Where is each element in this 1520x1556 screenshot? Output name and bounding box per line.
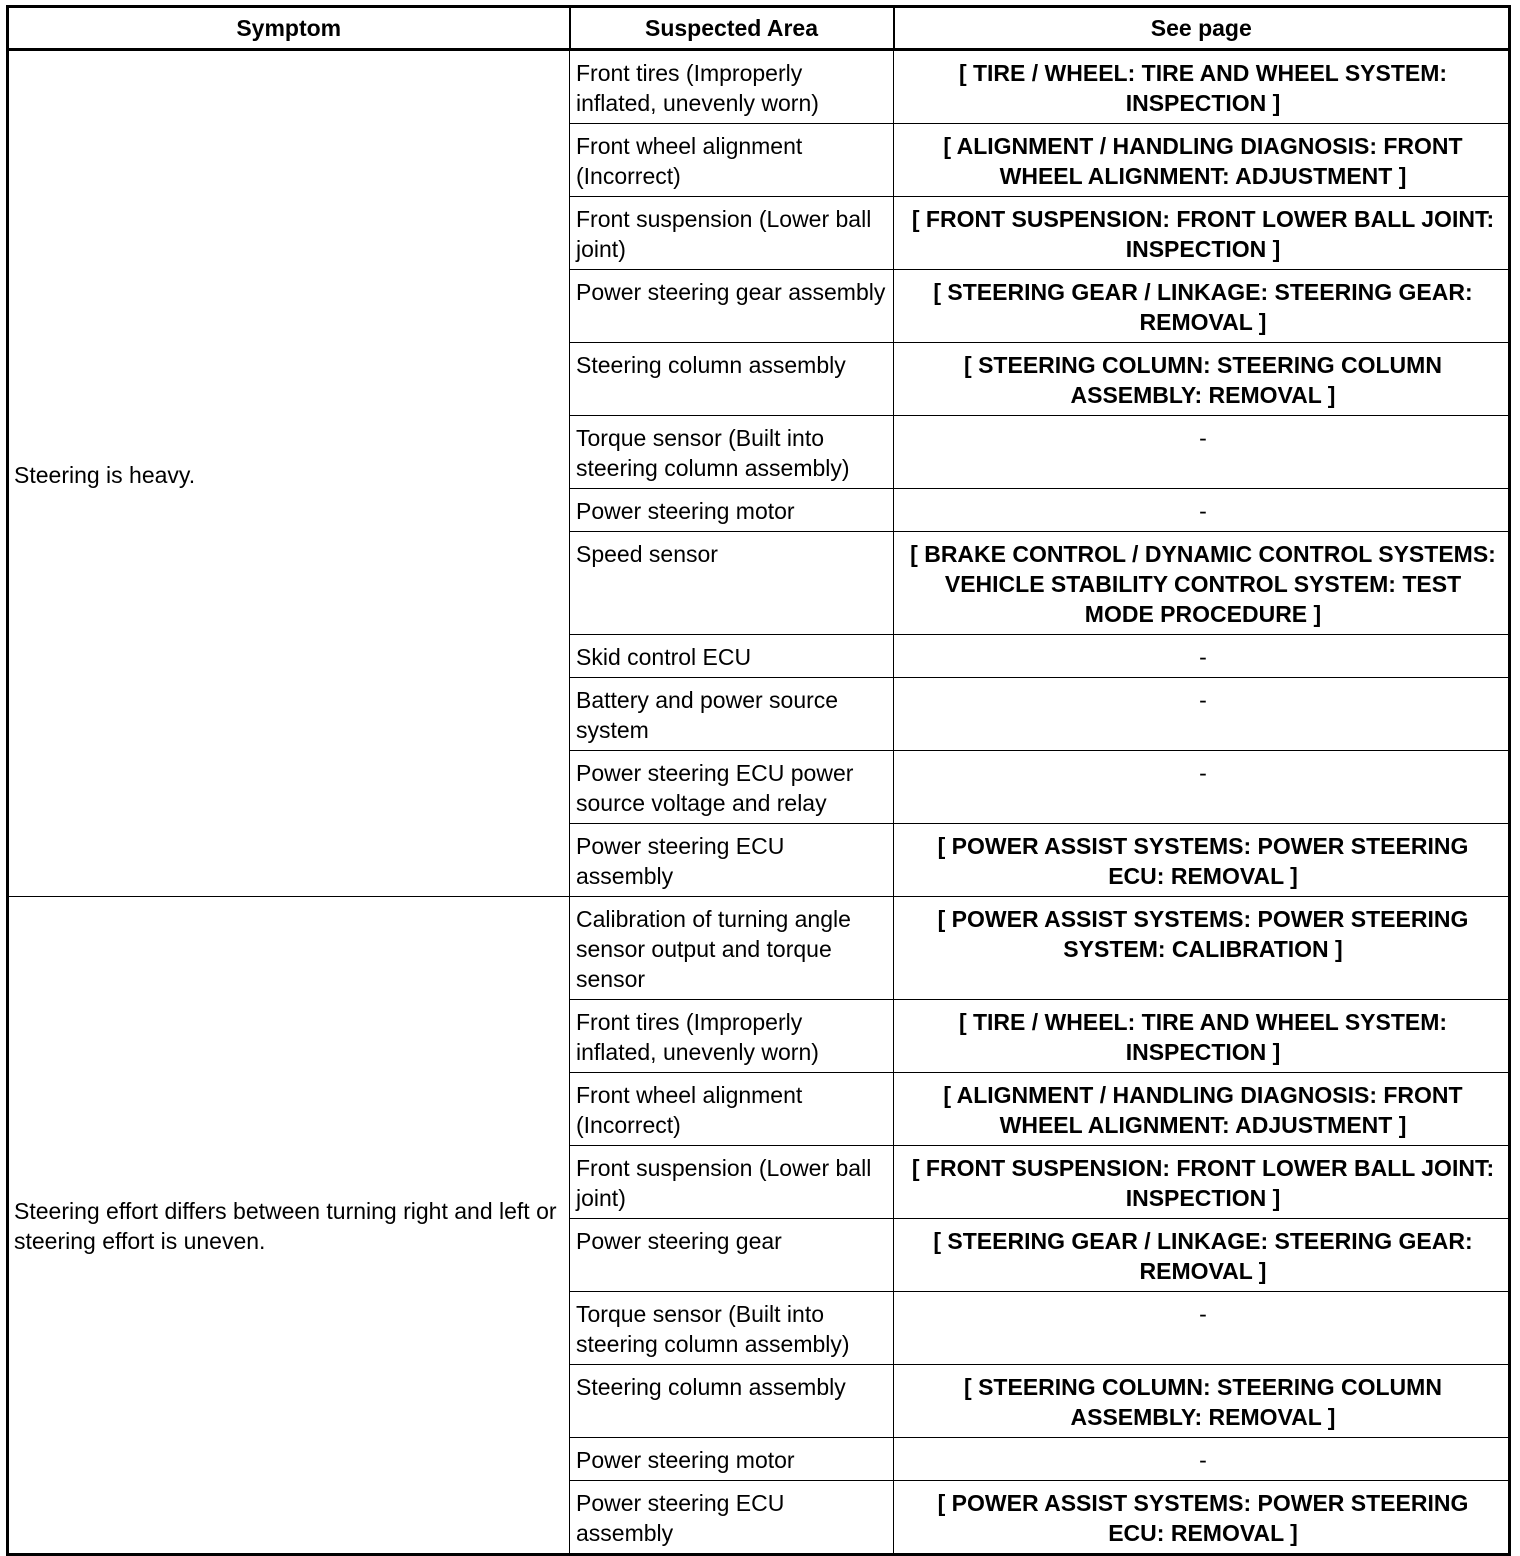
suspected-area-cell: Front tires (Improperly inflated, unevenly worn) [570,1000,894,1073]
suspected-area-cell: Power steering gear [570,1219,894,1292]
see-page-cell: - [894,751,1510,824]
suspected-area-cell: Steering column assembly [570,343,894,416]
see-page-cell: [ TIRE / WHEEL: TIRE AND WHEEL SYSTEM: INSPECTION ] [894,1000,1510,1073]
see-page-cell: [ FRONT SUSPENSION: FRONT LOWER BALL JOINT: INSPECTION ] [894,1146,1510,1219]
suspected-area-cell: Power steering motor [570,489,894,532]
see-page-cell: [ BRAKE CONTROL / DYNAMIC CONTROL SYSTEMS: VEHICLE STABILITY CONTROL SYSTEM: TEST MODE PROCEDURE ] [894,532,1510,635]
see-page-cell: [ POWER ASSIST SYSTEMS: POWER STEERING ECU: REMOVAL ] [894,824,1510,897]
suspected-area-cell: Front suspension (Lower ball joint) [570,197,894,270]
suspected-area-cell: Power steering ECU assembly [570,824,894,897]
suspected-area-cell: Power steering ECU power source voltage and relay [570,751,894,824]
see-page-cell: [ POWER ASSIST SYSTEMS: POWER STEERING SYSTEM: CALIBRATION ] [894,897,1510,1000]
see-page-cell: - [894,416,1510,489]
suspected-area-cell: Torque sensor (Built into steering column assembly) [570,416,894,489]
suspected-area-cell: Power steering gear assembly [570,270,894,343]
suspected-area-cell: Battery and power source system [570,678,894,751]
see-page-cell: [ FRONT SUSPENSION: FRONT LOWER BALL JOINT: INSPECTION ] [894,197,1510,270]
see-page-cell: [ TIRE / WHEEL: TIRE AND WHEEL SYSTEM: INSPECTION ] [894,50,1510,124]
suspected-area-cell: Torque sensor (Built into steering column assembly) [570,1292,894,1365]
see-page-cell: - [894,489,1510,532]
header-symptom: Symptom [8,7,570,50]
symptom-cell: Steering effort differs between turning right and left or steering effort is uneven. [8,897,570,1555]
see-page-cell: [ POWER ASSIST SYSTEMS: POWER STEERING ECU: REMOVAL ] [894,1481,1510,1555]
see-page-cell: [ ALIGNMENT / HANDLING DIAGNOSIS: FRONT WHEEL ALIGNMENT: ADJUSTMENT ] [894,1073,1510,1146]
see-page-cell: - [894,678,1510,751]
see-page-cell: [ STEERING GEAR / LINKAGE: STEERING GEAR: REMOVAL ] [894,1219,1510,1292]
diagnosis-table [6,5,1511,1556]
suspected-area-cell: Front wheel alignment (Incorrect) [570,1073,894,1146]
suspected-area-cell: Front wheel alignment (Incorrect) [570,124,894,197]
header-suspected-area: Suspected Area [570,7,894,50]
see-page-cell: - [894,1438,1510,1481]
symptom-cell: Steering is heavy. [8,50,570,897]
suspected-area-cell: Power steering motor [570,1438,894,1481]
suspected-area-cell: Front suspension (Lower ball joint) [570,1146,894,1219]
header-see-page: See page [894,7,1510,50]
suspected-area-cell: Speed sensor [570,532,894,635]
see-page-cell: [ STEERING COLUMN: STEERING COLUMN ASSEMBLY: REMOVAL ] [894,343,1510,416]
suspected-area-cell: Front tires (Improperly inflated, unevenly worn) [570,50,894,124]
suspected-area-cell: Power steering ECU assembly [570,1481,894,1555]
see-page-cell: [ STEERING GEAR / LINKAGE: STEERING GEAR: REMOVAL ] [894,270,1510,343]
see-page-cell: [ ALIGNMENT / HANDLING DIAGNOSIS: FRONT WHEEL ALIGNMENT: ADJUSTMENT ] [894,124,1510,197]
see-page-cell: - [894,635,1510,678]
table-row [8,50,1510,124]
table-row [8,897,1510,1000]
header-row [8,7,1510,50]
diagnosis-table-container [6,5,1511,1556]
see-page-cell: - [894,1292,1510,1365]
suspected-area-cell: Skid control ECU [570,635,894,678]
see-page-cell: [ STEERING COLUMN: STEERING COLUMN ASSEMBLY: REMOVAL ] [894,1365,1510,1438]
suspected-area-cell: Calibration of turning angle sensor output and torque sensor [570,897,894,1000]
suspected-area-cell: Steering column assembly [570,1365,894,1438]
